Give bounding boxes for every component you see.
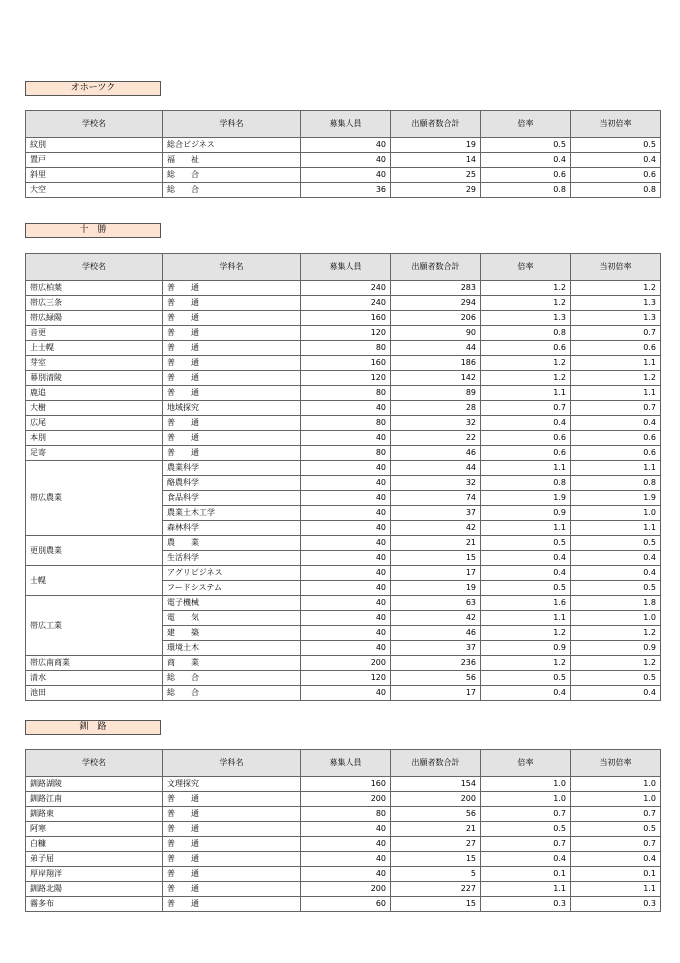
initial-ratio-cell: 0.4: [571, 551, 661, 566]
applicants-cell: 14: [391, 153, 481, 168]
school-name-cell: 釧路東: [26, 807, 163, 822]
capacity-cell: 120: [301, 671, 391, 686]
dept-name-cell: アグリビジネス: [163, 566, 301, 581]
school-name-cell: 紋別: [26, 138, 163, 153]
school-name-cell: 釧路湖陵: [26, 777, 163, 792]
ratio-cell: 0.7: [481, 837, 571, 852]
capacity-cell: 36: [301, 183, 391, 198]
ratio-cell: 0.5: [481, 581, 571, 596]
dept-name-cell: 建 築: [163, 626, 301, 641]
dept-name-cell: 生活科学: [163, 551, 301, 566]
column-header: 当初倍率: [571, 254, 661, 281]
capacity-cell: 80: [301, 341, 391, 356]
school-name-cell: 芽室: [26, 356, 163, 371]
school-name-cell: 更別農業: [26, 536, 163, 566]
initial-ratio-cell: 0.5: [571, 536, 661, 551]
dept-name-cell: 総 合: [163, 168, 301, 183]
dept-name-cell: 普 通: [163, 296, 301, 311]
dept-name-cell: 普 通: [163, 867, 301, 882]
school-name-cell: 大空: [26, 183, 163, 198]
school-name-cell: 上士幌: [26, 341, 163, 356]
ratio-cell: 1.0: [481, 792, 571, 807]
column-header: 学科名: [163, 254, 301, 281]
ratio-cell: 1.0: [481, 777, 571, 792]
initial-ratio-cell: 1.0: [571, 611, 661, 626]
ratio-cell: 0.4: [481, 686, 571, 701]
initial-ratio-cell: 1.2: [571, 656, 661, 671]
capacity-cell: 80: [301, 807, 391, 822]
column-header: 学科名: [163, 750, 301, 777]
region-label-okhotsk: オホーツク: [25, 81, 161, 96]
capacity-cell: 40: [301, 138, 391, 153]
school-name-cell: 帯広工業: [26, 596, 163, 656]
dept-name-cell: 普 通: [163, 897, 301, 912]
initial-ratio-cell: 0.7: [571, 837, 661, 852]
table-row: [26, 371, 661, 386]
dept-name-cell: 普 通: [163, 356, 301, 371]
initial-ratio-cell: 0.5: [571, 581, 661, 596]
initial-ratio-cell: 0.7: [571, 807, 661, 822]
dept-name-cell: 普 通: [163, 341, 301, 356]
capacity-cell: 40: [301, 521, 391, 536]
initial-ratio-cell: 1.8: [571, 596, 661, 611]
ratio-cell: 0.3: [481, 897, 571, 912]
ratio-cell: 1.2: [481, 371, 571, 386]
capacity-cell: 200: [301, 882, 391, 897]
initial-ratio-cell: 0.3: [571, 897, 661, 912]
dept-name-cell: 普 通: [163, 852, 301, 867]
school-name-cell: 帯広柏葉: [26, 281, 163, 296]
ratio-cell: 0.4: [481, 852, 571, 867]
dept-name-cell: 農業土木工学: [163, 506, 301, 521]
capacity-cell: 40: [301, 476, 391, 491]
region-label-tokachi: 十 勝: [25, 223, 161, 238]
column-header: 出願者数合計: [391, 254, 481, 281]
initial-ratio-cell: 0.4: [571, 416, 661, 431]
capacity-cell: 120: [301, 371, 391, 386]
applicants-cell: 56: [391, 807, 481, 822]
table-row: [26, 431, 661, 446]
dept-name-cell: 普 通: [163, 281, 301, 296]
table-row: [26, 281, 661, 296]
initial-ratio-cell: 1.0: [571, 506, 661, 521]
table-row: [26, 656, 661, 671]
table-row: [26, 536, 661, 551]
ratio-cell: 0.8: [481, 326, 571, 341]
table-row: [26, 446, 661, 461]
dept-name-cell: 福 祉: [163, 153, 301, 168]
initial-ratio-cell: 1.0: [571, 777, 661, 792]
initial-ratio-cell: 1.0: [571, 792, 661, 807]
table-kushiro: [25, 749, 661, 912]
applicants-cell: 154: [391, 777, 481, 792]
table-row: [26, 822, 661, 837]
column-header: 学校名: [26, 254, 163, 281]
ratio-cell: 1.1: [481, 611, 571, 626]
dept-name-cell: 普 通: [163, 882, 301, 897]
dept-name-cell: 普 通: [163, 326, 301, 341]
ratio-cell: 0.9: [481, 506, 571, 521]
school-name-cell: 霧多布: [26, 897, 163, 912]
school-name-cell: 釧路江南: [26, 792, 163, 807]
table-row: [26, 296, 661, 311]
column-header: 出願者数合計: [391, 750, 481, 777]
dept-name-cell: 普 通: [163, 371, 301, 386]
school-name-cell: 帯広農業: [26, 461, 163, 536]
column-header: 当初倍率: [571, 750, 661, 777]
dept-name-cell: 農 業: [163, 536, 301, 551]
school-name-cell: 斜里: [26, 168, 163, 183]
column-header: 倍率: [481, 254, 571, 281]
dept-name-cell: 普 通: [163, 822, 301, 837]
ratio-cell: 0.8: [481, 183, 571, 198]
school-name-cell: 釧路北陽: [26, 882, 163, 897]
school-name-cell: 音更: [26, 326, 163, 341]
capacity-cell: 40: [301, 837, 391, 852]
table-row: [26, 777, 661, 792]
column-header: 当初倍率: [571, 111, 661, 138]
initial-ratio-cell: 1.1: [571, 386, 661, 401]
capacity-cell: 40: [301, 822, 391, 837]
initial-ratio-cell: 1.1: [571, 882, 661, 897]
ratio-cell: 0.5: [481, 671, 571, 686]
capacity-cell: 160: [301, 356, 391, 371]
applicants-cell: 15: [391, 897, 481, 912]
table-row: [26, 807, 661, 822]
capacity-cell: 40: [301, 401, 391, 416]
initial-ratio-cell: 0.6: [571, 341, 661, 356]
school-name-cell: 帯広南商業: [26, 656, 163, 671]
applicants-cell: 46: [391, 626, 481, 641]
header-row: [26, 750, 661, 777]
table-row: [26, 792, 661, 807]
ratio-cell: 0.4: [481, 566, 571, 581]
capacity-cell: 80: [301, 386, 391, 401]
initial-ratio-cell: 0.6: [571, 168, 661, 183]
initial-ratio-cell: 1.1: [571, 461, 661, 476]
table-row: [26, 461, 661, 476]
table-row: [26, 867, 661, 882]
ratio-cell: 1.2: [481, 626, 571, 641]
ratio-cell: 1.1: [481, 882, 571, 897]
applicants-cell: 227: [391, 882, 481, 897]
capacity-cell: 40: [301, 551, 391, 566]
column-header: 倍率: [481, 111, 571, 138]
ratio-cell: 0.5: [481, 138, 571, 153]
table-row: [26, 168, 661, 183]
applicants-cell: 56: [391, 671, 481, 686]
capacity-cell: 40: [301, 461, 391, 476]
ratio-cell: 0.7: [481, 401, 571, 416]
dept-name-cell: 商 業: [163, 656, 301, 671]
initial-ratio-cell: 0.7: [571, 326, 661, 341]
column-header: 学科名: [163, 111, 301, 138]
applicants-cell: 42: [391, 521, 481, 536]
dept-name-cell: フードシステム: [163, 581, 301, 596]
dept-name-cell: 食品科学: [163, 491, 301, 506]
initial-ratio-cell: 1.1: [571, 521, 661, 536]
ratio-cell: 1.2: [481, 281, 571, 296]
ratio-cell: 1.2: [481, 656, 571, 671]
table-row: [26, 311, 661, 326]
school-name-cell: 大樹: [26, 401, 163, 416]
applicants-cell: 19: [391, 138, 481, 153]
applicants-cell: 186: [391, 356, 481, 371]
table-row: [26, 897, 661, 912]
applicants-cell: 74: [391, 491, 481, 506]
ratio-cell: 0.1: [481, 867, 571, 882]
capacity-cell: 80: [301, 446, 391, 461]
school-name-cell: 池田: [26, 686, 163, 701]
applicants-cell: 142: [391, 371, 481, 386]
dept-name-cell: 普 通: [163, 446, 301, 461]
dept-name-cell: 環境土木: [163, 641, 301, 656]
column-header: 学校名: [26, 750, 163, 777]
school-name-cell: 白糠: [26, 837, 163, 852]
applicants-cell: 294: [391, 296, 481, 311]
table-row: [26, 326, 661, 341]
capacity-cell: 40: [301, 168, 391, 183]
dept-name-cell: 普 通: [163, 807, 301, 822]
initial-ratio-cell: 1.3: [571, 296, 661, 311]
applicants-cell: 22: [391, 431, 481, 446]
ratio-cell: 1.1: [481, 386, 571, 401]
column-header: 募集人員: [301, 750, 391, 777]
capacity-cell: 60: [301, 897, 391, 912]
school-name-cell: 置戸: [26, 153, 163, 168]
dept-name-cell: 農業科学: [163, 461, 301, 476]
ratio-cell: 1.2: [481, 296, 571, 311]
capacity-cell: 40: [301, 153, 391, 168]
applicants-cell: 37: [391, 641, 481, 656]
table-row: [26, 596, 661, 611]
ratio-cell: 1.3: [481, 311, 571, 326]
capacity-cell: 240: [301, 296, 391, 311]
dept-name-cell: 電 気: [163, 611, 301, 626]
ratio-cell: 0.9: [481, 641, 571, 656]
applicants-cell: 21: [391, 822, 481, 837]
applicants-cell: 206: [391, 311, 481, 326]
applicants-cell: 5: [391, 867, 481, 882]
capacity-cell: 160: [301, 311, 391, 326]
school-name-cell: 阿寒: [26, 822, 163, 837]
applicants-cell: 46: [391, 446, 481, 461]
initial-ratio-cell: 0.4: [571, 566, 661, 581]
initial-ratio-cell: 0.1: [571, 867, 661, 882]
initial-ratio-cell: 0.6: [571, 431, 661, 446]
initial-ratio-cell: 0.5: [571, 671, 661, 686]
school-name-cell: 帯広緑陽: [26, 311, 163, 326]
ratio-cell: 1.2: [481, 356, 571, 371]
capacity-cell: 40: [301, 611, 391, 626]
table-row: [26, 852, 661, 867]
applicants-cell: 283: [391, 281, 481, 296]
applicants-cell: 32: [391, 416, 481, 431]
table-row: [26, 686, 661, 701]
applicants-cell: 44: [391, 461, 481, 476]
table-row: [26, 882, 661, 897]
region-label-kushiro: 釧 路: [25, 720, 161, 735]
dept-name-cell: 普 通: [163, 416, 301, 431]
dept-name-cell: 普 通: [163, 431, 301, 446]
initial-ratio-cell: 1.9: [571, 491, 661, 506]
table-row: [26, 183, 661, 198]
applicants-cell: 44: [391, 341, 481, 356]
capacity-cell: 200: [301, 656, 391, 671]
capacity-cell: 160: [301, 777, 391, 792]
dept-name-cell: 文理探究: [163, 777, 301, 792]
applicants-cell: 89: [391, 386, 481, 401]
applicants-cell: 28: [391, 401, 481, 416]
school-name-cell: 幕別清陵: [26, 371, 163, 386]
initial-ratio-cell: 0.6: [571, 446, 661, 461]
ratio-cell: 0.4: [481, 153, 571, 168]
initial-ratio-cell: 0.4: [571, 852, 661, 867]
initial-ratio-cell: 0.4: [571, 153, 661, 168]
initial-ratio-cell: 1.2: [571, 371, 661, 386]
column-header: 倍率: [481, 750, 571, 777]
capacity-cell: 120: [301, 326, 391, 341]
initial-ratio-cell: 1.1: [571, 356, 661, 371]
ratio-cell: 0.6: [481, 341, 571, 356]
column-header: 出願者数合計: [391, 111, 481, 138]
capacity-cell: 40: [301, 641, 391, 656]
school-name-cell: 弟子屈: [26, 852, 163, 867]
initial-ratio-cell: 0.5: [571, 138, 661, 153]
initial-ratio-cell: 0.5: [571, 822, 661, 837]
dept-name-cell: 普 通: [163, 837, 301, 852]
table-row: [26, 341, 661, 356]
column-header: 募集人員: [301, 111, 391, 138]
dept-name-cell: 総 合: [163, 671, 301, 686]
table-row: [26, 566, 661, 581]
dept-name-cell: 普 通: [163, 311, 301, 326]
capacity-cell: 40: [301, 536, 391, 551]
capacity-cell: 200: [301, 792, 391, 807]
dept-name-cell: 電子機械: [163, 596, 301, 611]
school-name-cell: 足寄: [26, 446, 163, 461]
table-row: [26, 416, 661, 431]
applicants-cell: 19: [391, 581, 481, 596]
capacity-cell: 40: [301, 566, 391, 581]
initial-ratio-cell: 1.3: [571, 311, 661, 326]
school-name-cell: 帯広三条: [26, 296, 163, 311]
capacity-cell: 40: [301, 626, 391, 641]
capacity-cell: 40: [301, 431, 391, 446]
school-name-cell: 清水: [26, 671, 163, 686]
capacity-cell: 40: [301, 596, 391, 611]
ratio-cell: 0.7: [481, 807, 571, 822]
dept-name-cell: 総 合: [163, 686, 301, 701]
table-row: [26, 401, 661, 416]
dept-name-cell: 普 通: [163, 386, 301, 401]
applicants-cell: 42: [391, 611, 481, 626]
table-tokachi: [25, 253, 661, 701]
dept-name-cell: 普 通: [163, 792, 301, 807]
initial-ratio-cell: 0.8: [571, 183, 661, 198]
applicants-cell: 63: [391, 596, 481, 611]
capacity-cell: 80: [301, 416, 391, 431]
capacity-cell: 40: [301, 506, 391, 521]
applicants-cell: 236: [391, 656, 481, 671]
ratio-cell: 0.8: [481, 476, 571, 491]
school-name-cell: 広尾: [26, 416, 163, 431]
table-row: [26, 671, 661, 686]
capacity-cell: 40: [301, 686, 391, 701]
capacity-cell: 40: [301, 852, 391, 867]
initial-ratio-cell: 0.4: [571, 686, 661, 701]
table-row: [26, 153, 661, 168]
initial-ratio-cell: 0.7: [571, 401, 661, 416]
initial-ratio-cell: 0.8: [571, 476, 661, 491]
table-row: [26, 837, 661, 852]
ratio-cell: 0.4: [481, 416, 571, 431]
applicants-cell: 25: [391, 168, 481, 183]
ratio-cell: 1.1: [481, 521, 571, 536]
ratio-cell: 1.1: [481, 461, 571, 476]
applicants-cell: 17: [391, 566, 481, 581]
capacity-cell: 40: [301, 867, 391, 882]
applicants-cell: 32: [391, 476, 481, 491]
header-row: [26, 254, 661, 281]
dept-name-cell: 酪農科学: [163, 476, 301, 491]
dept-name-cell: 地域探究: [163, 401, 301, 416]
table-row: [26, 138, 661, 153]
header-row: [26, 111, 661, 138]
column-header: 募集人員: [301, 254, 391, 281]
capacity-cell: 40: [301, 581, 391, 596]
table-okhotsk: [25, 110, 661, 198]
ratio-cell: 0.6: [481, 168, 571, 183]
applicants-cell: 27: [391, 837, 481, 852]
school-name-cell: 厚岸翔洋: [26, 867, 163, 882]
dept-name-cell: 総合ビジネス: [163, 138, 301, 153]
dept-name-cell: 森林科学: [163, 521, 301, 536]
dept-name-cell: 総 合: [163, 183, 301, 198]
applicants-cell: 15: [391, 551, 481, 566]
ratio-cell: 0.5: [481, 822, 571, 837]
ratio-cell: 0.6: [481, 446, 571, 461]
capacity-cell: 240: [301, 281, 391, 296]
school-name-cell: 本別: [26, 431, 163, 446]
table-row: [26, 386, 661, 401]
ratio-cell: 0.5: [481, 536, 571, 551]
table-row: [26, 356, 661, 371]
initial-ratio-cell: 1.2: [571, 281, 661, 296]
applicants-cell: 29: [391, 183, 481, 198]
initial-ratio-cell: 1.2: [571, 626, 661, 641]
ratio-cell: 0.6: [481, 431, 571, 446]
ratio-cell: 0.4: [481, 551, 571, 566]
applicants-cell: 90: [391, 326, 481, 341]
school-name-cell: 鹿追: [26, 386, 163, 401]
ratio-cell: 1.9: [481, 491, 571, 506]
initial-ratio-cell: 0.9: [571, 641, 661, 656]
applicants-cell: 37: [391, 506, 481, 521]
applicants-cell: 15: [391, 852, 481, 867]
capacity-cell: 40: [301, 491, 391, 506]
applicants-cell: 17: [391, 686, 481, 701]
ratio-cell: 1.6: [481, 596, 571, 611]
school-name-cell: 士幌: [26, 566, 163, 596]
applicants-cell: 21: [391, 536, 481, 551]
applicants-cell: 200: [391, 792, 481, 807]
column-header: 学校名: [26, 111, 163, 138]
